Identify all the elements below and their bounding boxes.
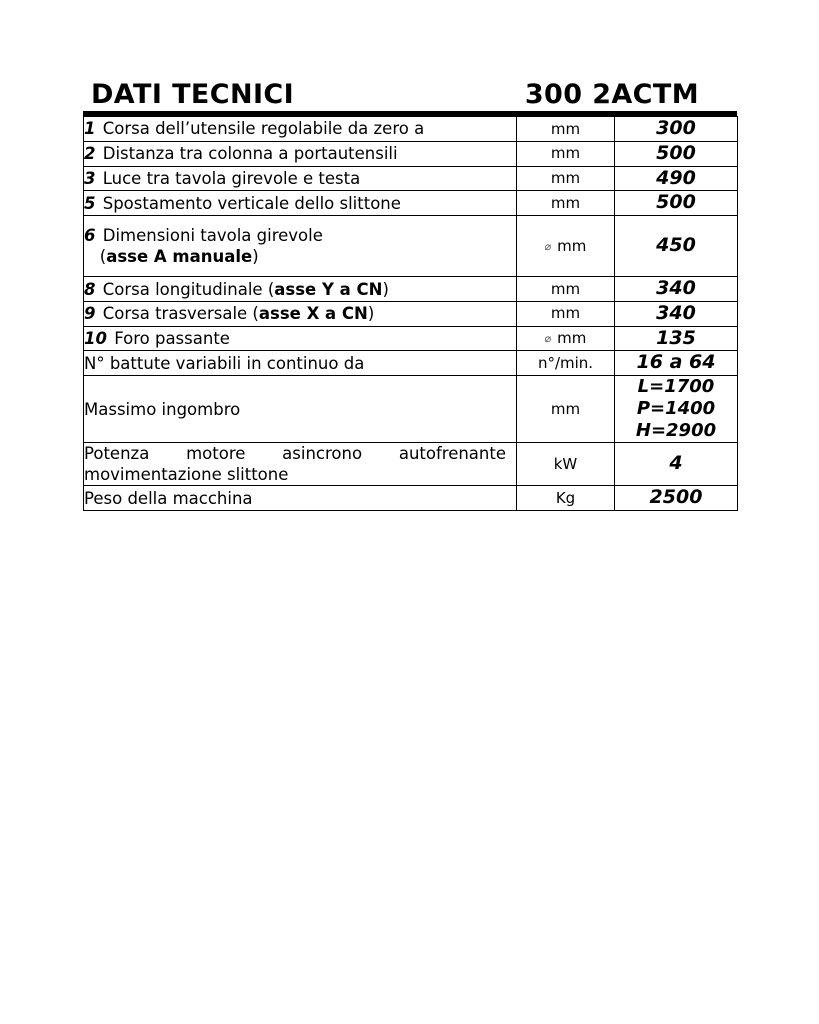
spec-index: 9 (84, 304, 96, 324)
spec-unit-text: mm (557, 329, 587, 348)
spec-unit-cell (517, 376, 615, 443)
spec-description-text: Dimensioni tavola girevole (102, 226, 323, 245)
spec-value-cell (615, 216, 738, 277)
spec-value-cell (615, 191, 738, 216)
spec-description-cell (84, 351, 517, 376)
spec-value-cell (615, 486, 738, 511)
spec-unit-cell (517, 141, 615, 166)
spec-description-text: Peso della macchina (84, 488, 253, 508)
spec-value-text: 490 (656, 166, 696, 189)
spec-value-text: 135 (656, 326, 696, 349)
spec-unit-cell (517, 486, 615, 511)
spec-index: 2 (84, 144, 96, 164)
spec-unit-text: Kg (555, 488, 576, 507)
spec-value-cell (615, 351, 738, 376)
spec-description-cell (84, 166, 517, 191)
spec-description-suffix: ) (382, 279, 389, 299)
table-row (84, 166, 738, 191)
spec-unit-cell (517, 117, 615, 142)
spec-description-text: Spostamento verticale dello slittone (102, 193, 401, 213)
table-row (84, 117, 738, 142)
spec-value-text: 500 (656, 191, 696, 214)
spec-description-cell (84, 301, 517, 326)
spec-description-emphasis: asse Y a CN (274, 279, 383, 299)
spec-value-line: P=1400 (636, 398, 716, 420)
table-row (84, 141, 738, 166)
spec-value-cell (615, 166, 738, 191)
spec-unit-cell (517, 216, 615, 277)
spec-unit-cell (517, 191, 615, 216)
spec-sheet (83, 72, 737, 511)
table-body (84, 117, 738, 511)
spec-unit-text: n°/min. (537, 353, 594, 372)
spec-description-line2-emphasis: asse A manuale (106, 247, 253, 267)
model-designation: 300 2ACTM (524, 79, 699, 110)
table-row (84, 277, 738, 302)
spec-description-suffix: ) (367, 304, 375, 324)
spec-description-text: N° battute variabili in continuo da (84, 353, 365, 373)
spec-value-text: 500 (656, 141, 696, 164)
spec-index: 3 (84, 168, 96, 188)
spec-unit-text: mm (550, 193, 581, 212)
table-row (84, 216, 738, 277)
spec-value-text: 450 (656, 234, 696, 257)
spec-index: 6 (84, 226, 96, 245)
spec-description-text: Corsa longitudinale ( (102, 279, 275, 299)
spec-unit-cell (517, 326, 615, 351)
table-row (84, 443, 738, 486)
spec-value-text: 340 (656, 277, 696, 300)
spec-description-cell (84, 443, 517, 486)
spec-description-cell (84, 376, 517, 443)
spec-description-text: Foro passante (114, 329, 230, 349)
spec-description-text: Distanza tra colonna a portautensili (102, 144, 398, 164)
spec-description-text: Massimo ingombro (84, 399, 241, 419)
spec-unit-cell (517, 277, 615, 302)
spec-unit-cell (517, 301, 615, 326)
sheet-header (83, 72, 737, 108)
spec-value-cell (615, 117, 738, 142)
spec-unit-text: mm (550, 119, 581, 138)
spec-unit-cell (517, 443, 615, 486)
spec-description-text: Luce tra tavola girevole e testa (102, 168, 361, 188)
spec-unit-text: kW (553, 454, 578, 473)
diameter-icon: ⌀ (544, 332, 552, 346)
table-row (84, 486, 738, 511)
spec-unit-text: mm (550, 279, 581, 298)
spec-value-cell (615, 301, 738, 326)
spec-value-cell (615, 376, 738, 443)
technical-data-table (83, 116, 738, 511)
diameter-icon: ⌀ (544, 239, 552, 253)
spec-value-cell (615, 277, 738, 302)
spec-value-text: 340 (656, 301, 696, 324)
spec-description-cell (84, 216, 517, 277)
spec-index: 8 (84, 279, 96, 299)
spec-description-indent (84, 247, 100, 266)
spec-description-text: Corsa trasversale ( (102, 304, 259, 324)
page-title: DATI TECNICI (91, 79, 295, 110)
spec-description-cell (84, 191, 517, 216)
spec-description-cell (84, 326, 517, 351)
spec-index: 10 (84, 329, 107, 349)
spec-value-text: 2500 (649, 486, 703, 509)
spec-unit-text: mm (550, 144, 581, 163)
spec-description-cell (84, 141, 517, 166)
spec-description-text: Corsa dell’utensile regolabile da zero a (102, 119, 425, 139)
spec-value-text: 300 (656, 117, 696, 139)
spec-index: 5 (84, 193, 96, 213)
spec-unit-text: mm (550, 399, 581, 418)
spec-description-line2-prefix: ( (99, 247, 107, 267)
spec-index: 1 (84, 119, 96, 139)
spec-unit-text: mm (550, 304, 581, 323)
spec-description-cell (84, 277, 517, 302)
spec-description-line2-suffix: ) (252, 247, 259, 267)
spec-value-text: 4 (669, 452, 683, 475)
spec-value-cell (615, 443, 738, 486)
table-row (84, 351, 738, 376)
spec-unit-cell (517, 166, 615, 191)
table-row (84, 301, 738, 326)
spec-description-cell (84, 486, 517, 511)
spec-description-text: Potenza motore asincrono autofrenante movimentazione slittone (84, 444, 506, 485)
spec-description-emphasis: asse X a CN (258, 304, 368, 324)
spec-unit-cell (517, 351, 615, 376)
spec-value-cell (615, 141, 738, 166)
spec-value-cell (615, 326, 738, 351)
spec-value-text: 16 a 64 (636, 351, 716, 374)
spec-unit-text: mm (550, 169, 581, 187)
table-row (84, 376, 738, 443)
spec-unit-text: mm (557, 236, 587, 255)
table-row (84, 191, 738, 216)
spec-description-cell (84, 117, 517, 142)
spec-value-line: H=2900 (635, 420, 717, 442)
spec-value-line: L=1700 (637, 376, 715, 398)
table-row (84, 326, 738, 351)
